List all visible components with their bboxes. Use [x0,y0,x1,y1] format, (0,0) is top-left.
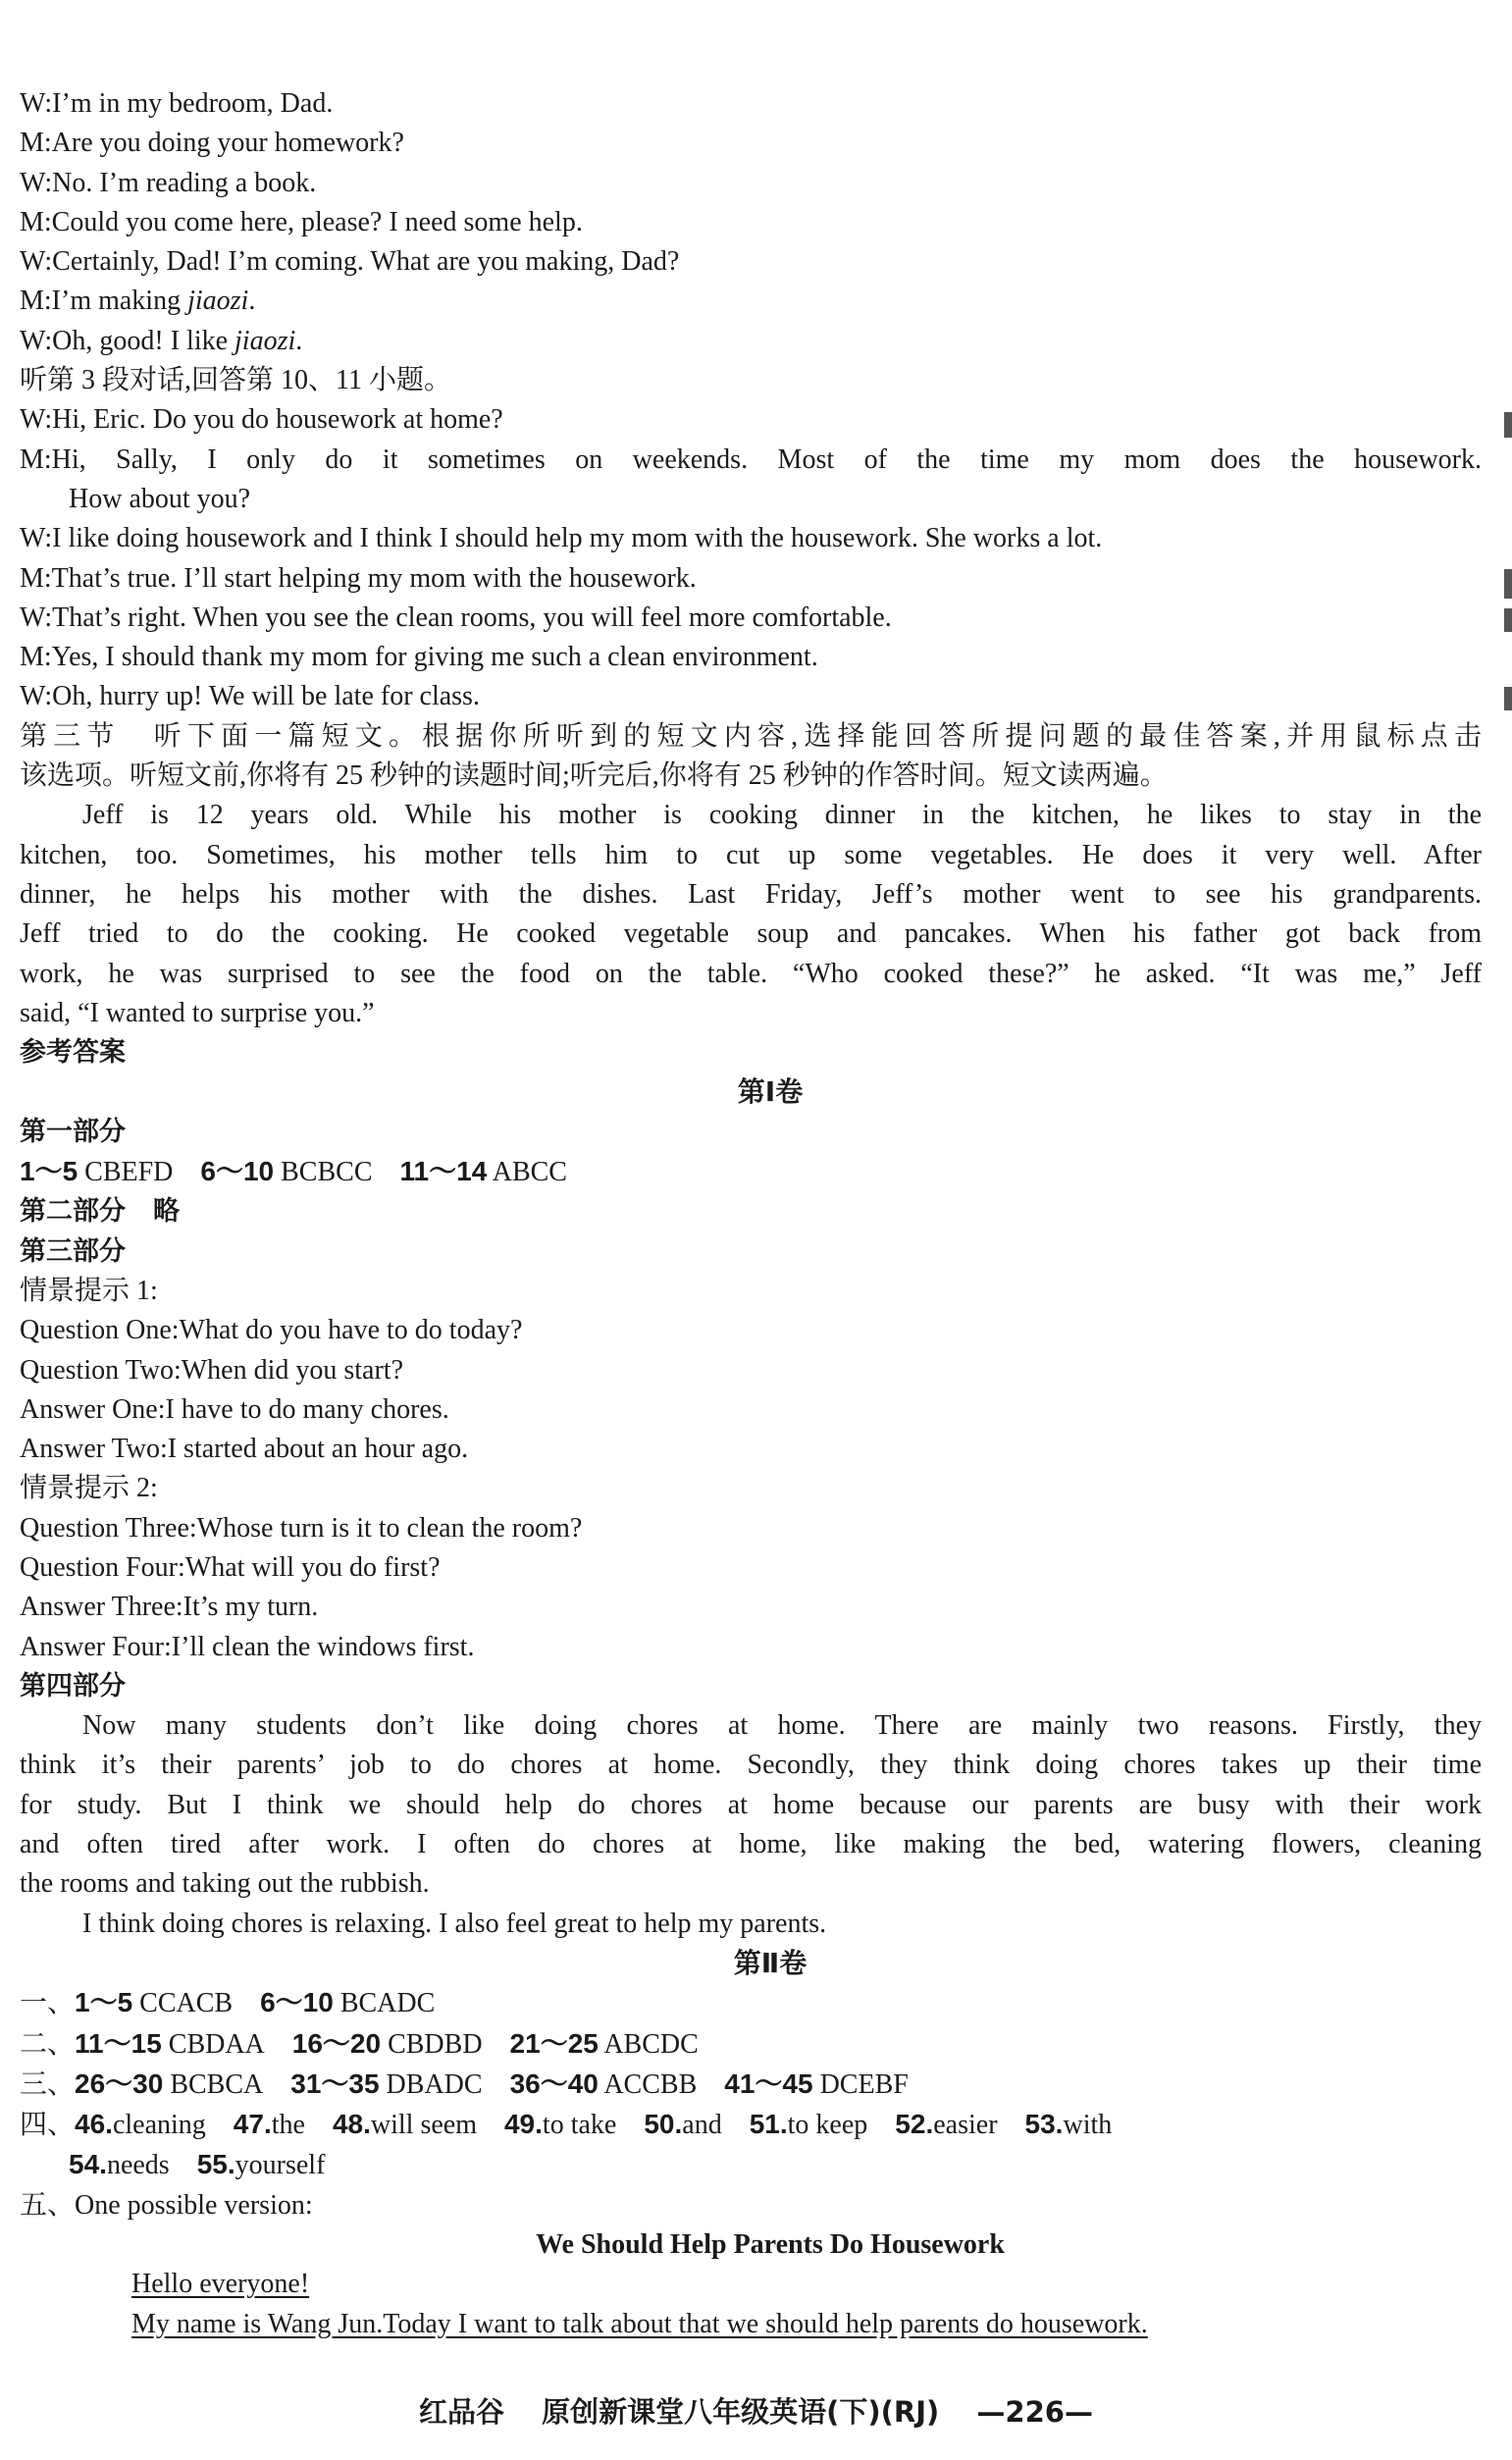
item-number: 52. [895,2109,934,2140]
essay-line: the rooms and taking out the rubbish. [20,1868,430,1900]
scene-2-heading: 情景提示 2: [20,1473,158,1504]
volume-2-title: 第Ⅱ卷 [733,1946,808,1979]
answer-range: 21～25 [509,2027,599,2059]
dialog-2 [20,84,1482,361]
answer-key: BCADC [339,1988,436,2019]
dialog-line: W:I like doing housework and I think I should help my mom with the housework. She works a lot. [20,523,1103,554]
essay-text: My name is Wang Jun.Today I want to talk about that we should help parents do housework. [131,2308,1148,2339]
answer-range: 6～10 [200,1156,275,1187]
item-number: 46. [75,2109,113,2140]
passage-line: kitchen, too. Sometimes, his mother tells him to cut up some vegetables. He does it very well. After [20,839,1482,870]
section-two-answers [20,2024,1482,2065]
answer-key: DBADC [386,2068,483,2100]
answer-key: ABCC [492,1157,567,1188]
volume-1-title: 第Ⅰ卷 [737,1075,804,1109]
section-prefix: 三、 [20,2068,76,2100]
scene-line: Question One:What do you have to do today? [20,1315,523,1346]
part-4-essay [20,1706,1482,1944]
instruction-line: 该选项。听短文前,你将有 25 秒钟的读题时间;听完后,你将有 25 秒钟的作答时间。短文读两遍。 [20,760,1168,792]
answer-key: ABCDC [603,2028,699,2060]
item-answer: needs [106,2150,170,2181]
section-prefix: 一、 [20,1988,76,2019]
item-number: 53. [1024,2109,1064,2140]
item-number: 47. [233,2109,272,2140]
listening-passage [20,796,1482,1033]
answer-key: CBDBD [388,2028,483,2060]
passage-line: said, “I wanted to surprise you.” [20,997,375,1028]
part-2-heading: 第二部分 [20,1196,126,1228]
scene-line: Answer One:I have to do many chores. [20,1393,449,1425]
section-four-answers-cont [20,2145,1482,2185]
section-3-instruction [20,717,1482,797]
dialog-line: M:Could you come here, please? I need some help. [20,206,583,237]
item-answer: and [682,2110,722,2141]
item-answer: easier [933,2110,998,2141]
item-number: 55. [196,2149,235,2180]
scene-line: Answer Two:I started about an hour ago. [20,1434,469,1465]
passage-line: Jeff tried to do the cooking. He cooked vegetable soup and pancakes. When his father got back from [20,918,1482,950]
passage-line: work, he was surprised to see the food on the table. “Who cooked these?” he asked. “It was me,” Jeff [20,958,1482,989]
scene-line: Question Three:Whose turn is it to clean the room? [20,1512,583,1544]
scan-edge-mark [1504,412,1512,438]
essay-title: We Should Help Parents Do Housework [536,2229,1005,2261]
footer-book-title: 原创新课堂八年级英语(下)(RJ) [542,2395,940,2429]
answer-key: CBEFD [84,1157,174,1188]
item-answer: the [271,2110,305,2141]
answer-key: BCBCC [281,1157,373,1188]
dialog-line: M:Are you doing your homework? [20,128,404,159]
item-answer: cleaning [112,2110,206,2141]
answer-key: DCEBF [819,2068,909,2100]
dialog-3-intro: 听第 3 段对话,回答第 10、11 小题。 [20,365,451,396]
section-prefix: 四、 [20,2110,76,2141]
scene-line: Question Two:When did you start? [20,1354,404,1386]
dialog-line: W:Oh, good! I like jiaozi. [20,325,303,356]
answer-range: 31～35 [290,2067,380,2099]
essay-line: for study. But I think we should help do chores at home because our parents are busy with their work [20,1789,1482,1820]
item-answer: yourself [235,2150,326,2181]
answer-range: 41～45 [724,2067,813,2099]
answer-key: CCACB [139,1988,234,2019]
answer-range: 26～30 [75,2067,164,2099]
essay-line: and often tired after work. I often do chores at home, like making the bed, watering flowers, cleaning [20,1829,1482,1860]
dialog-line: W:Hi, Eric. Do you do housework at home? [20,404,503,436]
answer-range: 11～15 [75,2027,162,2059]
passage-line: dinner, he helps his mother with the dishes. Last Friday, Jeff’s mother went to see his grandparents. [20,878,1482,910]
dialog-3 [20,400,1482,716]
dialog-line: W:Oh, hurry up! We will be late for class. [20,681,480,712]
scene-line: Question Four:What will you do first? [20,1551,441,1583]
passage-line: Jeff is 12 years old. While his mother is cooking dinner in the kitchen, he likes to stay in the [82,800,1482,831]
scene-line: Answer Three:It’s my turn. [20,1592,319,1623]
part-3-heading: 第三部分 [20,1235,126,1267]
instruction-line: 第三节 听下面一篇短文。根据你所听到的短文内容,选择能回答所提问题的最佳答案,并用鼠标点击 [20,720,1482,752]
dialog-line: M:That’s true. I’ll start helping my mom with the housework. [20,562,697,594]
answer-range: 11～14 [399,1156,488,1187]
answer-key: CBDAA [168,2028,265,2060]
dialog-line: How about you? [69,483,251,514]
answer-range: 36～40 [509,2067,599,2099]
part-2-row [20,1192,1482,1231]
content-column [20,84,1482,2344]
answer-range: 1～5 [75,1987,133,2018]
item-answer: will seem [370,2110,477,2141]
section-five-heading: 五、One possible version: [20,2189,313,2221]
answer-range: 1～5 [20,1156,78,1187]
scene-line: Answer Four:I’ll clean the windows first. [20,1631,475,1662]
page-footer [0,2390,1512,2431]
dialog-line: M:Yes, I should thank my mom for giving me such a clean environment. [20,642,818,673]
section-one-answers [20,1983,1482,2023]
section-three-answers [20,2065,1482,2105]
item-number: 54. [69,2149,107,2180]
dialog-line: M:Hi, Sally, I only do it sometimes on weekends. Most of the time my mom does the housework. [20,444,1482,475]
part-1-answers [20,1152,1482,1192]
essay-line [20,2305,1482,2344]
answer-key: ACCBB [603,2068,698,2100]
answer-range: 16～20 [291,2027,382,2059]
item-number: 49. [503,2109,543,2140]
item-number: 51. [749,2109,788,2140]
part-4-heading: 第四部分 [20,1670,126,1701]
page-number: —226— [976,2395,1093,2429]
essay-line: Now many students don’t like doing chores at home. There are mainly two reasons. Firstly, they [82,1710,1482,1742]
answers-heading: 参考答案 [20,1037,126,1069]
scan-edge-mark [1504,608,1512,632]
dialog-line: W:No. I’m reading a book. [20,167,317,198]
scan-edge-mark [1504,687,1512,710]
dialog-line: M:I’m making jiaozi. [20,286,256,317]
essay-line: I think doing chores is relaxing. I also feel great to help my parents. [82,1908,827,1939]
essay-line: think it’s their parents’ job to do chores at home. Secondly, they think doing chores takes up their time [20,1750,1482,1781]
item-number: 50. [644,2109,683,2140]
essay-line [20,2265,1482,2304]
item-answer: to take [542,2110,617,2141]
answer-range: 6～10 [260,1987,334,2018]
item-answer: to keep [787,2110,868,2141]
section-four-answers [20,2105,1482,2145]
footer-brand: 红品谷 [419,2395,505,2429]
part-2-note: 略 [153,1196,180,1228]
scan-edge-mark [1504,569,1512,599]
part-1-heading: 第一部分 [20,1116,126,1147]
essay-text: Hello everyone! [131,2269,310,2300]
item-answer: with [1063,2110,1113,2141]
item-number: 48. [332,2109,371,2140]
scene-1-heading: 情景提示 1: [20,1275,158,1306]
dialog-line: W:That’s right. When you see the clean rooms, you will feel more comfortable. [20,602,892,633]
dialog-line: W:I’m in my bedroom, Dad. [20,88,334,119]
answer-key: BCBCA [170,2068,264,2100]
dialog-line: W:Certainly, Dad! I’m coming. What are you making, Dad? [20,246,680,278]
section-prefix: 二、 [20,2028,76,2060]
